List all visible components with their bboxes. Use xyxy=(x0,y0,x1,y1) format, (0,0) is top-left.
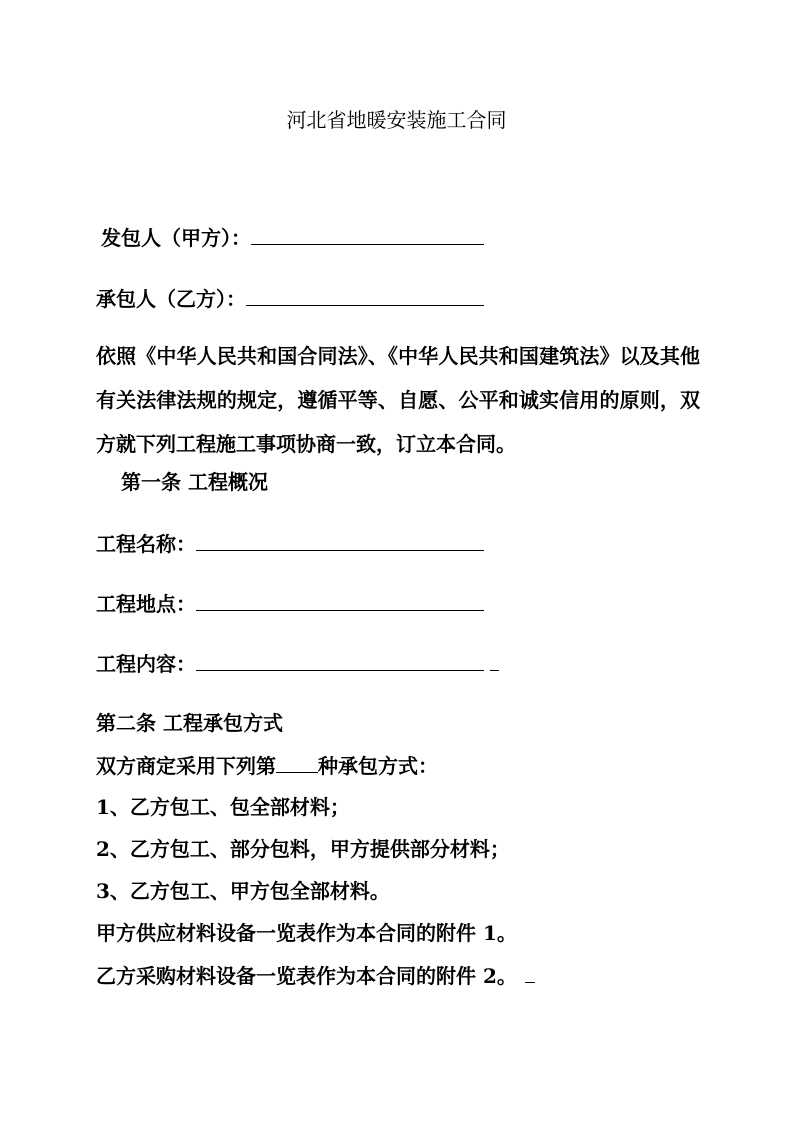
annex-2-note: 乙方采购材料设备一览表作为本合同的附件 2。 xyxy=(96,964,517,988)
option-3: 3、乙方包工、甲方包全部材料。 xyxy=(96,879,390,903)
party-a-label: 发包人（甲方）： xyxy=(101,226,251,250)
party-a-blank[interactable] xyxy=(251,224,484,245)
party-a-row xyxy=(101,224,484,251)
option-1: 1、乙方包工、包全部材料； xyxy=(96,795,350,819)
contract-mode-row xyxy=(96,752,438,779)
project-name-blank[interactable] xyxy=(196,530,484,551)
article1-heading: 第一条 工程概况 xyxy=(121,470,268,494)
annex-1-note: 甲方供应材料设备一览表作为本合同的附件 1。 xyxy=(96,921,517,945)
annex-2-blank-tail xyxy=(525,962,535,983)
contract-mode-prefix: 双方商定采用下列第 xyxy=(96,754,276,778)
article2-heading: 第二条 工程承包方式 xyxy=(96,711,283,735)
project-location-row xyxy=(96,590,484,617)
annex-2-row xyxy=(96,962,535,989)
project-content-row xyxy=(96,650,499,677)
project-content-label: 工程内容： xyxy=(96,652,196,676)
project-location-blank[interactable] xyxy=(196,590,484,611)
option-2: 2、乙方包工、部分包料，甲方提供部分材料； xyxy=(96,837,510,861)
project-name-row xyxy=(96,530,484,557)
project-location-label: 工程地点： xyxy=(96,592,196,616)
contract-mode-blank[interactable] xyxy=(276,752,318,773)
project-content-blank-tail xyxy=(490,650,499,671)
contract-mode-suffix: 种承包方式： xyxy=(318,754,438,778)
intro-paragraph: 依照《中华人民共和国合同法》、《中华人民共和国建筑法》以及其他有关法律法规的规定，遵循平等、自愿、公平和诚实信用的原则，双方就下列工程施工事项协商一致，订立本合同。 xyxy=(96,344,700,456)
document-title: 河北省地暖安装施工合同 xyxy=(286,108,507,132)
party-b-row xyxy=(96,285,484,312)
party-b-blank[interactable] xyxy=(246,285,484,306)
project-name-label: 工程名称： xyxy=(96,532,196,556)
party-b-label: 承包人（乙方）： xyxy=(96,287,246,311)
project-content-blank[interactable] xyxy=(196,650,484,671)
